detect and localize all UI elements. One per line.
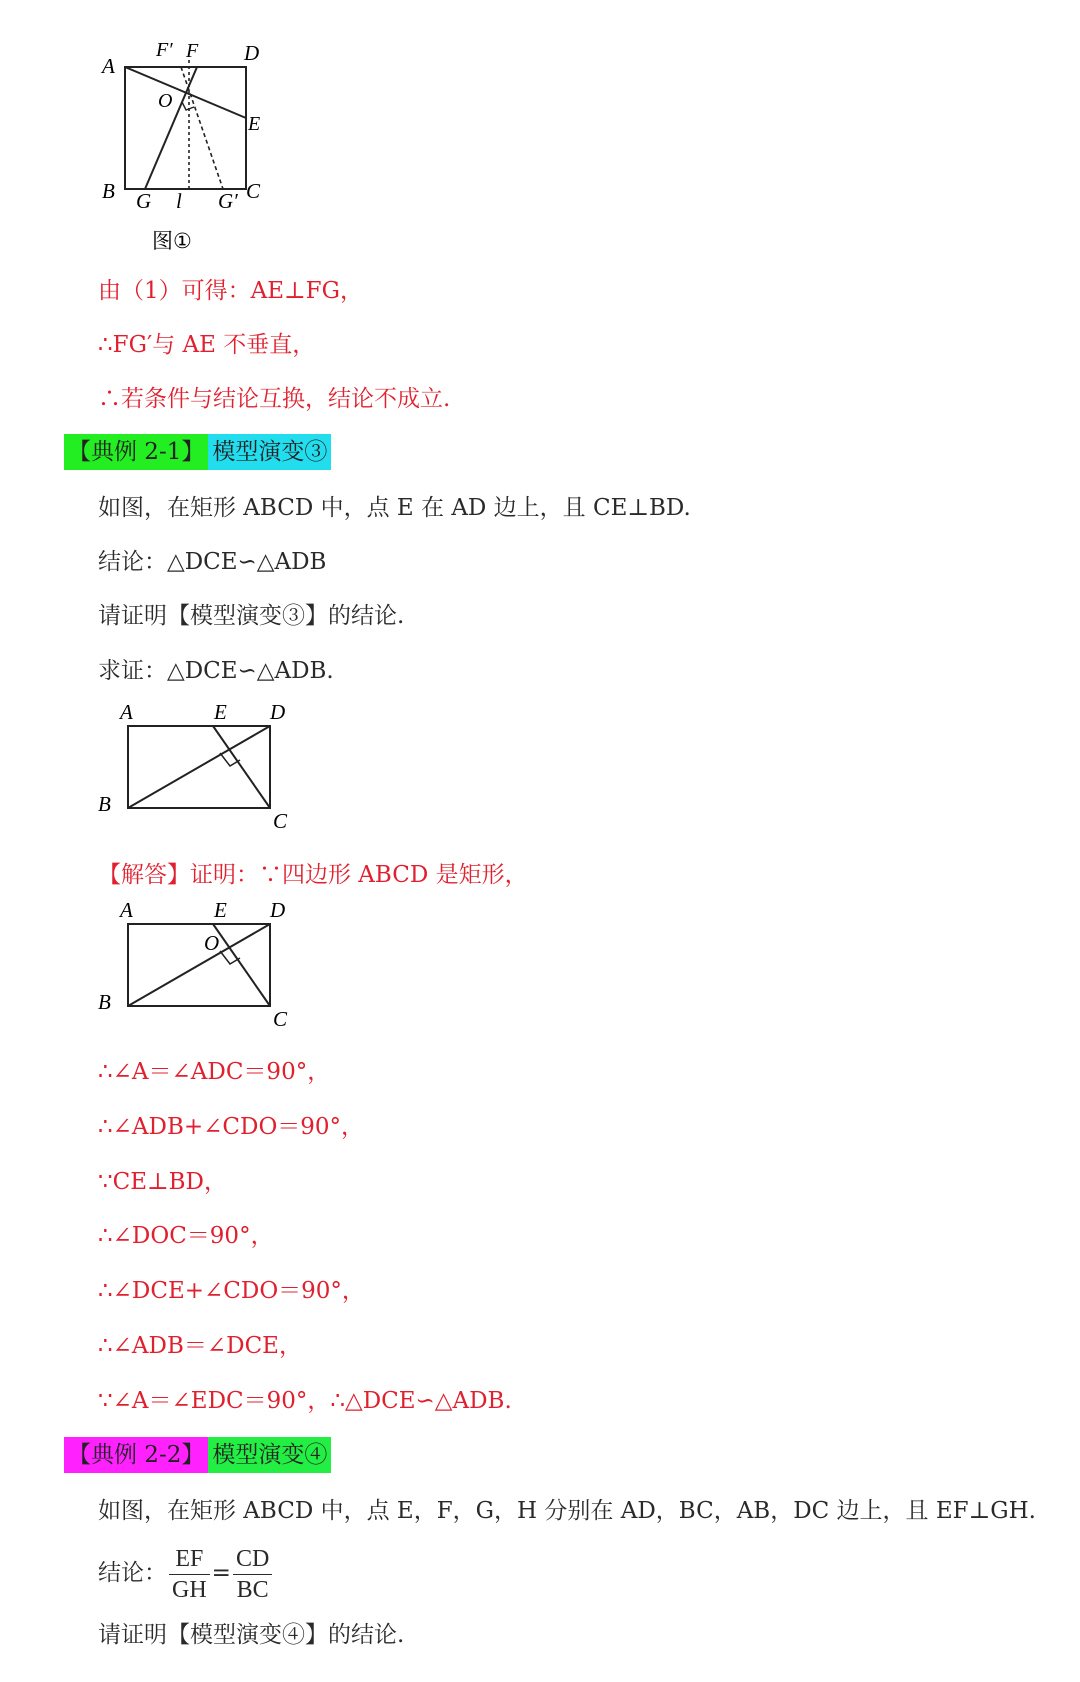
- segment-ce: [213, 726, 270, 808]
- label-f-prime: F′: [156, 39, 173, 61]
- example-2-2-prove-request: 请证明【模型演变④】的结论.: [98, 1622, 405, 1648]
- label-e: E: [248, 113, 261, 135]
- label-c: C: [246, 179, 261, 203]
- example-2-2-tag: 【典例 2-2】: [64, 1437, 208, 1473]
- label-l: l: [176, 189, 182, 213]
- label-b: B: [98, 990, 111, 1014]
- fraction-numerator: EF: [169, 1544, 210, 1575]
- label-f: F: [186, 40, 199, 62]
- diagonal-bd: [128, 924, 270, 1006]
- example-2-1-conclusion: 结论：△DCE∽△ADB: [98, 549, 327, 575]
- example-2-1-to-prove: 求证：△DCE∽△ADB.: [98, 658, 334, 684]
- label-a: A: [120, 700, 133, 724]
- proof-line-6: ∴∠ADB＝∠DCE，: [98, 1333, 302, 1359]
- equals-sign: =: [211, 1560, 231, 1586]
- proof-line-4: ∴∠DOC＝90°，: [98, 1223, 274, 1249]
- figure-1-caption: 图①: [152, 229, 192, 253]
- proof-line-5: ∴∠DCE+∠CDO＝90°，: [98, 1278, 365, 1304]
- solution-line-3: ∴若条件与结论互换，结论不成立.: [98, 386, 451, 412]
- label-o: O: [204, 931, 220, 955]
- proof-line-1: ∴∠A＝∠ADC＝90°，: [98, 1059, 331, 1085]
- example-2-2-header: [64, 1437, 331, 1473]
- example-2-2-title: 模型演变④: [208, 1437, 331, 1473]
- right-angle-mark: [182, 102, 194, 110]
- label-o: O: [158, 90, 173, 112]
- label-a: A: [102, 54, 115, 78]
- square-abcd: [125, 67, 246, 189]
- answer-intro-text: 证明：∵四边形 ABCD 是矩形，: [190, 862, 528, 888]
- example-2-2-conclusion: [98, 1540, 274, 1606]
- solution-line-1: 由（1）可得：AE⊥FG，: [98, 278, 363, 304]
- label-g-prime: G′: [218, 189, 238, 213]
- segment-ce: [213, 924, 270, 1006]
- example-2-1-statement: 如图，在矩形 ABCD 中，点 E 在 AD 边上，且 CE⊥BD.: [98, 495, 691, 521]
- fraction-denominator: GH: [172, 1576, 207, 1603]
- figure-1: [88, 36, 278, 266]
- label-d: D: [244, 41, 260, 65]
- example-2-1-header: [64, 434, 331, 470]
- answer-intro: [98, 860, 528, 890]
- example-2-1-title: 模型演变③: [208, 434, 331, 470]
- label-g: G: [136, 189, 152, 213]
- label-d: D: [270, 898, 286, 922]
- example-2-2-statement: 如图，在矩形 ABCD 中，点 E，F，G，H 分别在 AD，BC，AB，DC 边上，且 EF⊥GH.: [98, 1498, 1036, 1524]
- label-c: C: [273, 809, 288, 833]
- example-2-1-tag: 【典例 2-1】: [64, 434, 208, 470]
- label-b: B: [102, 179, 115, 203]
- proof-line-2: ∴∠ADB+∠CDO＝90°，: [98, 1114, 365, 1140]
- label-e: E: [214, 700, 227, 724]
- label-a: A: [120, 898, 133, 922]
- figure-3: [90, 898, 310, 1038]
- label-d: D: [270, 700, 286, 724]
- conclusion-prefix: 结论：: [98, 1560, 167, 1586]
- fraction-cd-bc: [233, 1544, 272, 1605]
- label-c: C: [273, 1007, 288, 1031]
- proof-line-7: ∵∠A＝∠EDC＝90°，∴△DCE∽△ADB.: [98, 1388, 512, 1414]
- example-2-1-prove-request: 请证明【模型演变③】的结论.: [98, 603, 405, 629]
- answer-bracket: 【解答】: [98, 862, 190, 888]
- fraction-numerator: CD: [233, 1544, 272, 1575]
- fraction-denominator: BC: [236, 1576, 269, 1603]
- fraction-ef-gh: [169, 1544, 210, 1605]
- label-b: B: [98, 792, 111, 816]
- diagonal-bd: [128, 726, 270, 808]
- figure-2: [90, 700, 310, 840]
- label-e: E: [214, 898, 227, 922]
- proof-line-3: ∵CE⊥BD，: [98, 1169, 227, 1195]
- segment-fg-prime: [181, 67, 223, 189]
- solution-line-2: ∴FG′与 AE 不垂直，: [98, 332, 316, 358]
